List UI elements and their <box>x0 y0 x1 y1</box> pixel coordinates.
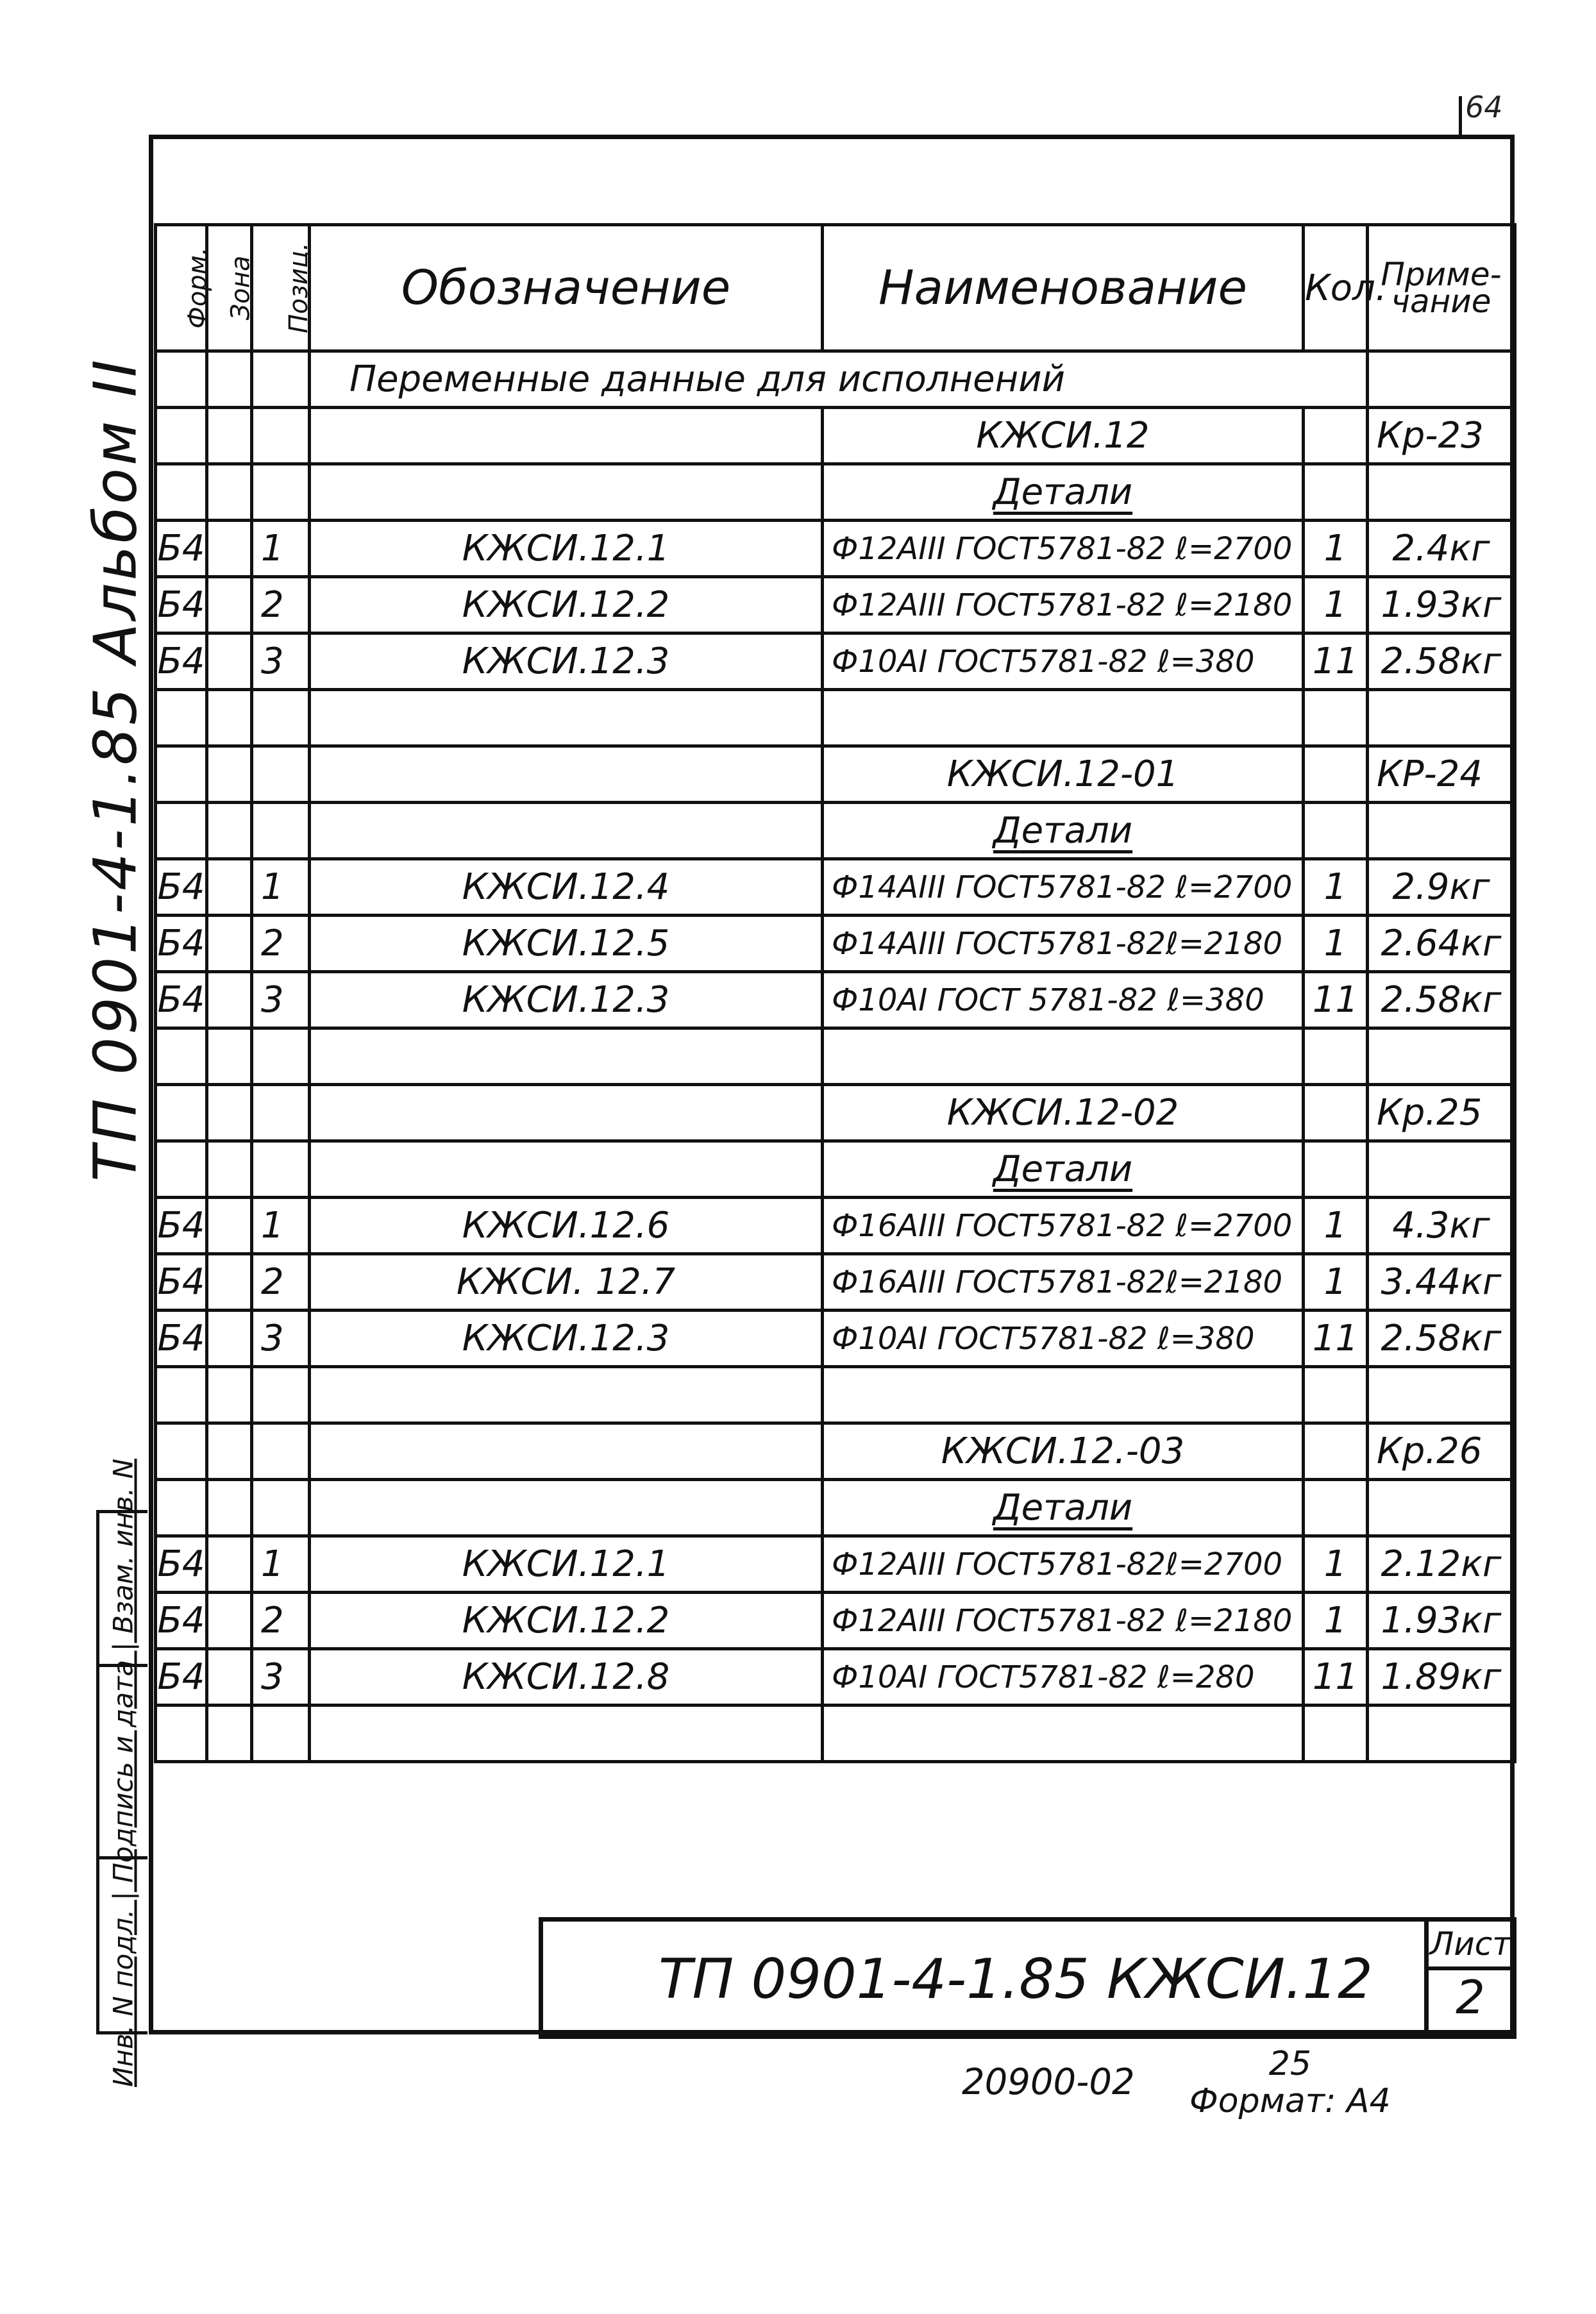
cell-note: 2.12кг <box>1368 1536 1515 1593</box>
cell-designation: КЖСИ.12.1 <box>310 1536 823 1593</box>
empty-cell <box>1368 803 1515 859</box>
empty-cell <box>310 803 823 859</box>
cell-format: Б4 <box>156 1254 207 1311</box>
empty-cell <box>156 1480 207 1536</box>
cell-designation: КЖСИ.12.6 <box>310 1198 823 1254</box>
cell-name: Ф12AIII ГОСТ5781-82 ℓ=2180 <box>823 1593 1304 1649</box>
cell-designation: КЖСИ.12.5 <box>310 916 823 972</box>
empty-cell <box>310 1706 823 1762</box>
empty-cell <box>252 690 310 746</box>
empty-cell <box>252 1706 310 1762</box>
cell-name: Ф10AI ГОСТ5781-82 ℓ=280 <box>823 1649 1304 1706</box>
empty-cell <box>1368 464 1515 521</box>
empty-cell <box>252 1367 310 1423</box>
cell-name: Ф12AIII ГОСТ5781-82ℓ=2700 <box>823 1536 1304 1593</box>
trailing-empty-row <box>156 1706 1515 1762</box>
cell-zone <box>207 1254 252 1311</box>
group-note: Кр-23 <box>1368 408 1515 464</box>
table-row <box>156 972 1515 1028</box>
cell-note: 4.3кг <box>1368 1198 1515 1254</box>
empty-cell <box>252 1423 310 1480</box>
group-name-row <box>156 408 1515 464</box>
table-row <box>156 521 1515 577</box>
cell-designation: КЖСИ.12.3 <box>310 1311 823 1367</box>
cell-format: Б4 <box>156 1198 207 1254</box>
empty-cell <box>310 464 823 521</box>
empty-cell <box>310 746 823 803</box>
empty-cell <box>252 1085 310 1141</box>
empty-cell <box>1304 408 1368 464</box>
sheet-number: 2 <box>1456 1970 1485 2024</box>
empty-cell <box>310 1367 823 1423</box>
cell-note: 2.64кг <box>1368 916 1515 972</box>
inventory-number: 20900-02 <box>962 2061 1135 2103</box>
empty-cell <box>1368 1706 1515 1762</box>
header-designation: Обозначение <box>310 225 823 351</box>
specification-table <box>154 223 1516 1763</box>
cell-position: 3 <box>252 1649 310 1706</box>
empty-cell <box>310 1085 823 1141</box>
empty-cell <box>310 1141 823 1198</box>
empty-cell <box>310 1480 823 1536</box>
empty-cell <box>156 690 207 746</box>
cell-zone <box>207 1649 252 1706</box>
empty-cell <box>156 464 207 521</box>
cell-qty: 1 <box>1304 859 1368 916</box>
spacer-row <box>156 1028 1515 1085</box>
empty-cell <box>1304 1706 1368 1762</box>
approval-stamp-label-text: Инв. N подл. | Подпись и дата | Взам. инв. N <box>107 1459 139 2087</box>
cell-qty: 1 <box>1304 1254 1368 1311</box>
section-title: Переменные данные для исполнений <box>310 351 1368 408</box>
sheet-number-box <box>1424 1922 1512 2034</box>
empty-cell <box>156 803 207 859</box>
cell-name: Ф16AIII ГОСТ5781-82 ℓ=2700 <box>823 1198 1304 1254</box>
cell-position: 3 <box>252 633 310 690</box>
empty-cell <box>207 1141 252 1198</box>
empty-cell <box>207 1367 252 1423</box>
cell-zone <box>207 521 252 577</box>
cell-position: 1 <box>252 1198 310 1254</box>
cell-format: Б4 <box>156 577 207 633</box>
empty-cell <box>1304 464 1368 521</box>
empty-cell <box>823 1367 1304 1423</box>
empty-cell <box>252 1141 310 1198</box>
empty-cell <box>207 408 252 464</box>
empty-cell <box>1304 803 1368 859</box>
table-row <box>156 633 1515 690</box>
header-qty: Кол. <box>1304 225 1368 351</box>
cell-name: Ф12AIII ГОСТ5781-82 ℓ=2180 <box>823 577 1304 633</box>
table-row <box>156 1536 1515 1593</box>
cell-note: 2.4кг <box>1368 521 1515 577</box>
cell-qty: 11 <box>1304 972 1368 1028</box>
empty-cell <box>1304 1028 1368 1085</box>
sheet-corner-number: 64 <box>1465 90 1503 124</box>
group-note: Кр.26 <box>1368 1423 1515 1480</box>
spacer-row <box>156 690 1515 746</box>
album-side-label-text: ТП 0901-4-1.85 Альбом II <box>81 357 150 1182</box>
empty-cell <box>252 408 310 464</box>
spacer-row <box>156 1367 1515 1423</box>
empty-cell <box>207 1423 252 1480</box>
empty-cell <box>310 408 823 464</box>
corner-divider <box>1459 96 1462 135</box>
empty-cell <box>1368 1141 1515 1198</box>
subheading-row <box>156 1141 1515 1198</box>
cell-qty: 1 <box>1304 916 1368 972</box>
group-note: Кр.25 <box>1368 1085 1515 1141</box>
empty-cell <box>156 1706 207 1762</box>
cell-note: 2.58кг <box>1368 633 1515 690</box>
empty-cell <box>1304 1367 1368 1423</box>
cell-format: Б4 <box>156 1593 207 1649</box>
empty-cell <box>1368 1480 1515 1536</box>
cell-designation: КЖСИ.12.4 <box>310 859 823 916</box>
cell-name: Ф12AIII ГОСТ5781-82 ℓ=2700 <box>823 521 1304 577</box>
empty-cell <box>156 1141 207 1198</box>
group-name: КЖСИ.12.-03 <box>823 1423 1304 1480</box>
cell-note: 2.58кг <box>1368 972 1515 1028</box>
cell-designation: КЖСИ.12.2 <box>310 577 823 633</box>
cell-position: 2 <box>252 1254 310 1311</box>
subheading-row <box>156 803 1515 859</box>
empty-cell <box>252 1028 310 1085</box>
drawing-code: ТП 0901-4-1.85 КЖСИ.12 <box>659 1947 1373 2011</box>
cell-position: 3 <box>252 972 310 1028</box>
table-row <box>156 1311 1515 1367</box>
empty-cell <box>207 1480 252 1536</box>
cell-zone <box>207 633 252 690</box>
cell-designation: КЖСИ.12.1 <box>310 521 823 577</box>
group-name-row <box>156 746 1515 803</box>
cell-name: Ф14AIII ГОСТ5781-82ℓ=2180 <box>823 916 1304 972</box>
header-note: Приме- чание <box>1368 225 1515 351</box>
cell-designation: КЖСИ.12.8 <box>310 1649 823 1706</box>
cell-name: Ф16AIII ГОСТ5781-82ℓ=2180 <box>823 1254 1304 1311</box>
empty-cell <box>207 1085 252 1141</box>
empty-cell <box>207 690 252 746</box>
empty-cell <box>310 1028 823 1085</box>
cell-format: Б4 <box>156 916 207 972</box>
empty-cell <box>252 1480 310 1536</box>
cell-qty: 1 <box>1304 521 1368 577</box>
header-zone: Зона <box>207 225 252 351</box>
empty-cell <box>252 746 310 803</box>
group-subheading-text: Детали <box>993 471 1133 513</box>
cell-note: 2.9кг <box>1368 859 1515 916</box>
sheet-label: Лист <box>1429 1922 1512 1970</box>
cell-format: Б4 <box>156 859 207 916</box>
empty-cell <box>1304 1141 1368 1198</box>
empty-cell <box>207 746 252 803</box>
table-header-row <box>156 225 1515 351</box>
cell-designation: КЖСИ.12.3 <box>310 972 823 1028</box>
empty-cell <box>1304 1423 1368 1480</box>
empty-cell <box>823 690 1304 746</box>
cell-zone <box>207 1593 252 1649</box>
cell-note: 3.44кг <box>1368 1254 1515 1311</box>
empty-cell <box>823 1028 1304 1085</box>
cell-zone <box>207 1198 252 1254</box>
empty-cell <box>156 408 207 464</box>
table-row <box>156 1254 1515 1311</box>
cell-position: 1 <box>252 521 310 577</box>
header-position: Позиц. <box>252 225 310 351</box>
cell-zone <box>207 859 252 916</box>
table-row <box>156 1593 1515 1649</box>
cell-format: Б4 <box>156 1649 207 1706</box>
group-name: КЖСИ.12 <box>823 408 1304 464</box>
group-subheading <box>823 464 1304 521</box>
group-subheading-text: Детали <box>993 810 1133 851</box>
table-row <box>156 577 1515 633</box>
cell-qty: 1 <box>1304 1198 1368 1254</box>
cell-designation: КЖСИ.12.3 <box>310 633 823 690</box>
group-note: КР-24 <box>1368 746 1515 803</box>
cell-format: Б4 <box>156 521 207 577</box>
table-row <box>156 1198 1515 1254</box>
cell-position: 2 <box>252 577 310 633</box>
cell-format: Б4 <box>156 972 207 1028</box>
cell-designation: КЖСИ.12.2 <box>310 1593 823 1649</box>
group-subheading-text: Детали <box>993 1148 1133 1190</box>
cell-name: Ф10AI ГОСТ 5781-82 ℓ=380 <box>823 972 1304 1028</box>
empty-cell <box>156 1085 207 1141</box>
empty-cell <box>1368 1367 1515 1423</box>
cell-designation: КЖСИ. 12.7 <box>310 1254 823 1311</box>
cell-qty: 11 <box>1304 1311 1368 1367</box>
empty-cell <box>207 1706 252 1762</box>
empty-cell <box>156 1423 207 1480</box>
group-name: КЖСИ.12-01 <box>823 746 1304 803</box>
empty-cell <box>1304 690 1368 746</box>
header-format: Форм. <box>156 225 207 351</box>
cell-qty: 11 <box>1304 1649 1368 1706</box>
group-name-row <box>156 1085 1515 1141</box>
cell-qty: 1 <box>1304 1593 1368 1649</box>
cell-position: 1 <box>252 1536 310 1593</box>
cell-name: Ф10AI ГОСТ5781-82 ℓ=380 <box>823 1311 1304 1367</box>
empty-cell <box>1304 746 1368 803</box>
footer-format: Формат: А4 <box>1189 2082 1391 2120</box>
cell-position: 2 <box>252 916 310 972</box>
cell-name: Ф14AIII ГОСТ5781-82 ℓ=2700 <box>823 859 1304 916</box>
empty-cell <box>156 746 207 803</box>
empty-cell <box>1368 690 1515 746</box>
subheading-row <box>156 464 1515 521</box>
group-subheading <box>823 1141 1304 1198</box>
cell-format: Б4 <box>156 633 207 690</box>
table-row <box>156 859 1515 916</box>
empty-cell <box>1304 1480 1368 1536</box>
group-subheading <box>823 803 1304 859</box>
table-row <box>156 916 1515 972</box>
cell-name: Ф10AI ГОСТ5781-82 ℓ=380 <box>823 633 1304 690</box>
empty-cell <box>1304 1085 1368 1141</box>
group-subheading <box>823 1480 1304 1536</box>
cell-format: Б4 <box>156 1311 207 1367</box>
empty-cell <box>207 803 252 859</box>
cell-zone <box>207 577 252 633</box>
empty-cell <box>310 1423 823 1480</box>
group-subheading-text: Детали <box>993 1487 1133 1529</box>
footer-page-number: 25 <box>1268 2045 1311 2083</box>
cell-qty: 11 <box>1304 633 1368 690</box>
footer-format-block <box>1189 2045 1391 2120</box>
cell-position: 1 <box>252 859 310 916</box>
cell-position: 3 <box>252 1311 310 1367</box>
cell-note: 1.93кг <box>1368 1593 1515 1649</box>
cell-zone <box>207 1311 252 1367</box>
cell-zone <box>207 972 252 1028</box>
empty-cell <box>252 803 310 859</box>
cell-zone <box>207 1536 252 1593</box>
header-name: Наименование <box>823 225 1304 351</box>
cell-note: 1.93кг <box>1368 577 1515 633</box>
empty-cell <box>310 690 823 746</box>
table-row <box>156 1649 1515 1706</box>
group-name: КЖСИ.12-02 <box>823 1085 1304 1141</box>
cell-qty: 1 <box>1304 577 1368 633</box>
empty-cell <box>1368 1028 1515 1085</box>
cell-qty: 1 <box>1304 1536 1368 1593</box>
group-name-row <box>156 1423 1515 1480</box>
cell-note: 1.89кг <box>1368 1649 1515 1706</box>
subheading-row <box>156 1480 1515 1536</box>
cell-format: Б4 <box>156 1536 207 1593</box>
empty-cell <box>156 1028 207 1085</box>
empty-cell <box>207 464 252 521</box>
cell-zone <box>207 916 252 972</box>
empty-cell <box>823 1706 1304 1762</box>
section-title-row <box>156 351 1515 408</box>
empty-cell <box>207 1028 252 1085</box>
title-block <box>539 1917 1516 2039</box>
empty-cell <box>156 1367 207 1423</box>
cell-note: 2.58кг <box>1368 1311 1515 1367</box>
empty-cell <box>252 464 310 521</box>
cell-position: 2 <box>252 1593 310 1649</box>
